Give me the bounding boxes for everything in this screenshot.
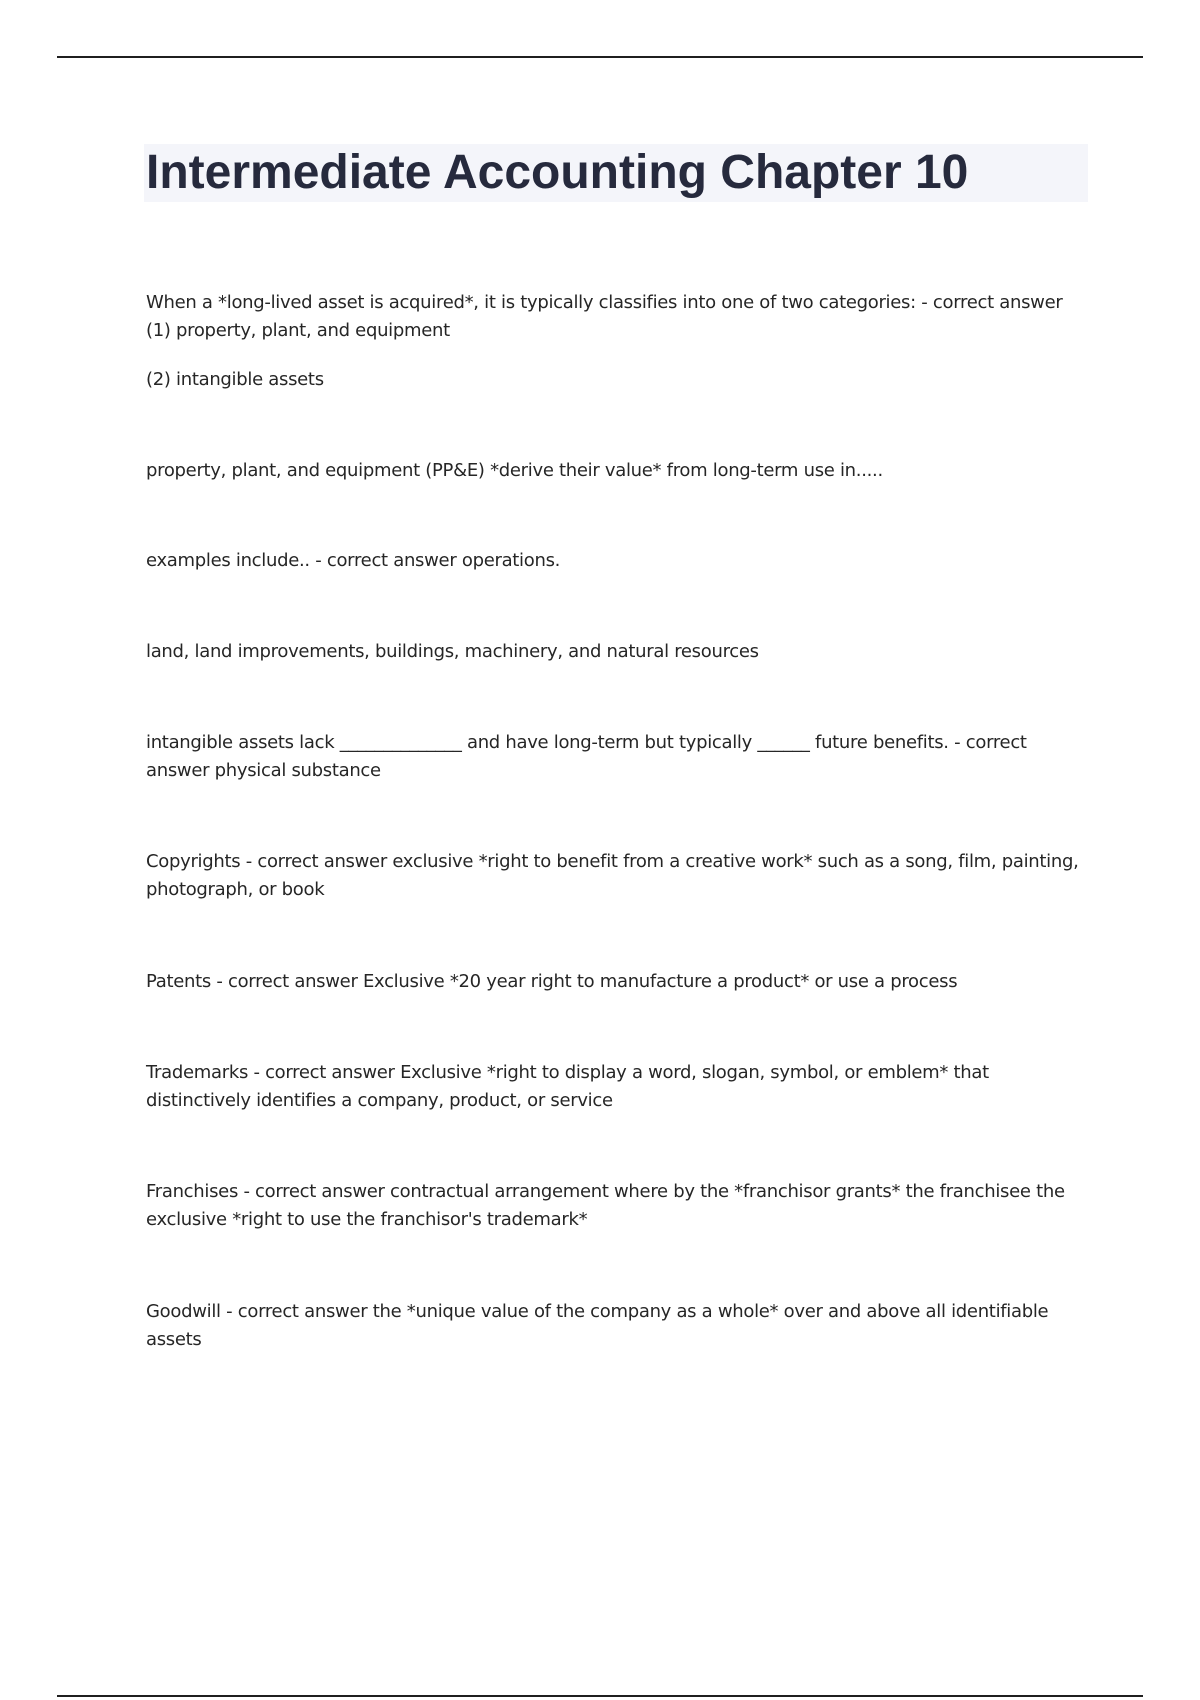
paragraph-land: land, land improvements, buildings, machinery, and natural resources	[146, 641, 759, 662]
paragraph-intangible-assets: (2) intangible assets	[146, 369, 324, 390]
bottom-rule	[57, 1695, 1143, 1697]
paragraph-franchises: Franchises - correct answer contractual arrangement where by the *franchisor grants* the franchisee the exclusive *right to use the franchisor's trademark*	[146, 1181, 1065, 1230]
paragraph-goodwill: Goodwill - correct answer the *unique value of the company as a whole* over and above all identifiable assets	[146, 1301, 1049, 1350]
paragraph-long-lived-assets: When a *long-lived asset is acquired*, it is typically classifies into one of two categories: - correct answer (1) property, plant, and equipment	[146, 292, 1063, 341]
paragraph-intangible-lack: intangible assets lack ______________ and have long-term but typically ______ future benefits. - correct answer physical substance	[146, 732, 1027, 781]
paragraph-examples: examples include.. - correct answer operations.	[146, 550, 561, 571]
page-title: Intermediate Accounting Chapter 10	[146, 146, 969, 199]
paragraph-copyrights: Copyrights - correct answer exclusive *right to benefit from a creative work* such as a song, film, painting, photograph, or book	[146, 851, 1079, 900]
paragraph-patents: Patents - correct answer Exclusive *20 year right to manufacture a product* or use a process	[146, 971, 958, 992]
paragraph-ppe: property, plant, and equipment (PP&E) *derive their value* from long-term use in.....	[146, 460, 883, 481]
top-rule	[57, 56, 1143, 58]
paragraph-trademarks: Trademarks - correct answer Exclusive *right to display a word, slogan, symbol, or emblem* that distinctively identifies a company, product, or service	[146, 1062, 989, 1111]
